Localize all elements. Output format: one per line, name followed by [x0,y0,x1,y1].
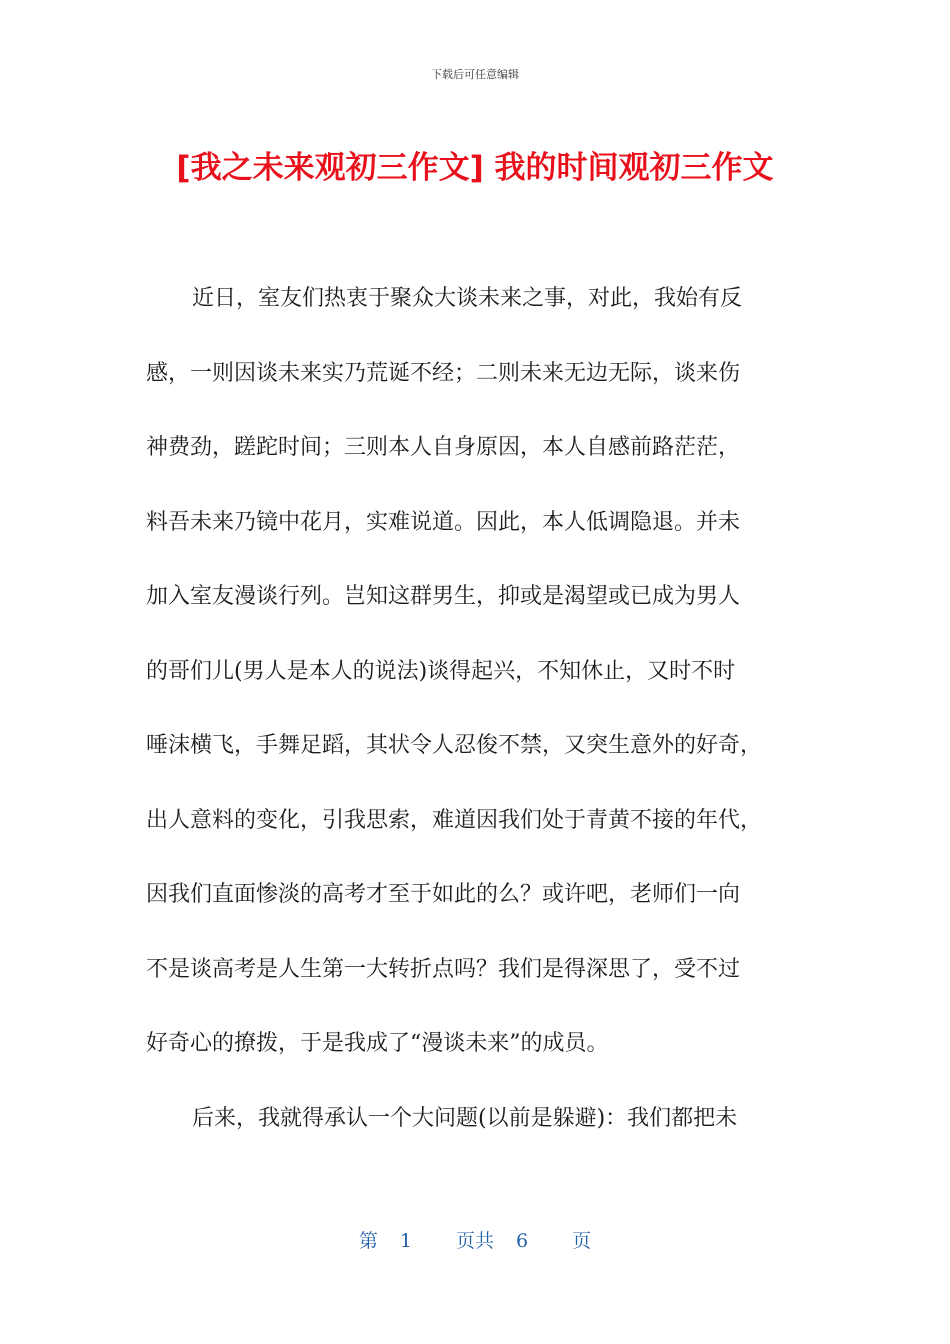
document-body [146,262,806,1156]
paragraph-line: 料吾未来乃镜中花月，实难说道。因此，本人低调隐退。并未 [146,509,741,535]
paragraph-line: 唾沫横飞，手舞足蹈，其状令人忍俊不禁，又突生意外的好奇， [146,733,763,758]
paragraph-line: 好奇心的撩拨，于是我成了“漫谈未来”的成员。 [146,1031,609,1056]
page-footer [0,1226,950,1253]
paragraph-line: 的哥们儿(男人是本人的说法)谈得起兴，不知休止，又时不时 [146,658,736,684]
paragraph-line: 近日，室友们热衷于聚众大谈未来之事，对此，我始有反 [192,286,743,311]
current-page-number: 1 [399,1230,412,1252]
paragraph-line: 不是谈高考是人生第一大转折点吗？我们是得深思了，受不过 [146,956,741,982]
total-pages-number: 6 [516,1230,529,1252]
paragraph-line: 神费劲，蹉跎时间；三则本人自身原因，本人自感前路茫茫， [146,435,741,460]
paragraph-line: 出人意料的变化，引我思索，难道因我们处于青黄不接的年代， [146,807,763,833]
page-suffix: 页 [572,1230,592,1252]
page-mid: 页共 [455,1230,494,1252]
document-title: [我之未来观初三作文] 我的时间观初三作文 [176,150,774,186]
paragraph-line: 感，一则因谈未来实乃荒诞不经；二则未来无边无际，谈来伤 [146,360,741,386]
page-prefix: 第 [358,1230,378,1252]
paragraph-line: 后来，我就得承认一个大问题(以前是躲避)：我们都把未 [192,1105,738,1131]
paragraph-line: 因我们直面惨淡的高考才至于如此的么？或许吧，老师们一向 [146,882,741,907]
paragraph-line: 加入室友漫谈行列。岂知这群男生，抑或是渴望或已成为男人 [146,584,741,609]
header-note: 下载后可任意编辑 [431,68,519,81]
